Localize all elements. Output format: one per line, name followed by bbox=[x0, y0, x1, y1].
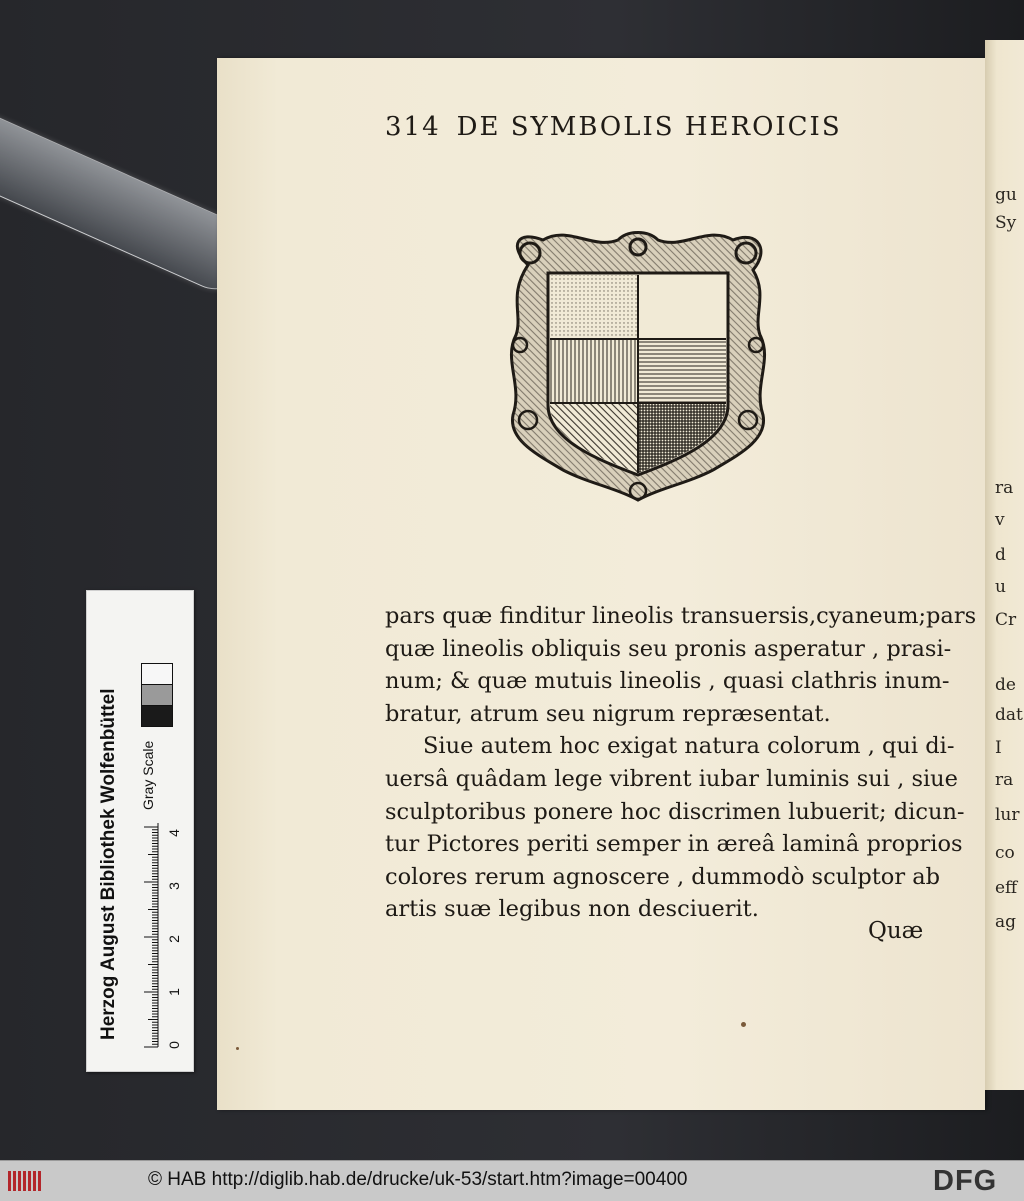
facing-page-fragment: I bbox=[995, 738, 1002, 758]
facing-page-fragment: d bbox=[995, 545, 1006, 565]
facing-page-fragment: eff bbox=[995, 878, 1018, 898]
paper-spot bbox=[741, 1022, 746, 1027]
facing-page-fragment: gu bbox=[995, 185, 1017, 205]
facing-page-fragment: Sy bbox=[995, 213, 1017, 233]
dfg-logo: DFG bbox=[933, 1165, 998, 1197]
facing-page-fragment: ra bbox=[995, 478, 1014, 498]
text-line: num; & quæ mutuis lineolis , quasi clathris inum- bbox=[385, 668, 950, 695]
ruler-tick-label: 4 bbox=[165, 829, 182, 837]
page-number: 314 bbox=[385, 112, 441, 142]
facing-page-fragment: Cr bbox=[995, 610, 1017, 630]
text-line: quæ lineolis obliquis seu pronis asperatur , prasi- bbox=[385, 635, 952, 662]
facing-page-fragment: co bbox=[995, 843, 1015, 863]
ruler-tick-label: 3 bbox=[165, 882, 182, 890]
body-text bbox=[385, 600, 977, 926]
text-line: colores rerum agnoscere , dummodò sculptor ab bbox=[385, 863, 941, 890]
facing-page-fragment: ra bbox=[995, 770, 1014, 790]
book-page bbox=[217, 58, 985, 1110]
facing-page-fragment: lur bbox=[995, 805, 1020, 825]
gray-swatch-white bbox=[141, 663, 173, 685]
text-line: Siue autem hoc exigat natura colorum , qui di- bbox=[423, 733, 955, 760]
facing-page-fragment: de bbox=[995, 675, 1016, 695]
text-line: uersâ quâdam lege vibrent iubar luminis sui , siue bbox=[385, 765, 958, 792]
ruler-tick-label: 1 bbox=[165, 988, 182, 996]
gray-swatch-light bbox=[141, 684, 173, 706]
text-line: tur Pictores periti semper in æreâ laminâ proprios bbox=[385, 831, 963, 858]
coat-of-arms-engraving bbox=[498, 225, 778, 510]
paper-spot bbox=[236, 1047, 239, 1050]
ruler-ticks bbox=[128, 820, 168, 1050]
page-title: DE SYMBOLIS HEROICIS bbox=[456, 112, 842, 142]
facing-page-fragment: u bbox=[995, 577, 1006, 597]
facing-page-fragment: v bbox=[995, 510, 1005, 530]
text-line: artis suæ legibus non desciuerit. bbox=[385, 896, 759, 923]
footer-bar bbox=[0, 1160, 1024, 1201]
facing-page-fragment: ag bbox=[995, 912, 1017, 932]
ruler-tick-label: 2 bbox=[165, 935, 182, 943]
text-line: pars quæ finditur lineolis transuersis,cyaneum;pars bbox=[385, 603, 977, 629]
ruler-tick-label: 0 bbox=[165, 1041, 182, 1049]
copyright-url: © HAB http://diglib.hab.de/drucke/uk-53/start.htm?image=00400 bbox=[148, 1169, 688, 1190]
text-line: bratur, atrum seu nigrum repræsentat. bbox=[385, 700, 831, 727]
gray-swatch-dark bbox=[141, 705, 173, 727]
text-line: sculptoribus ponere hoc discrimen lubuerit; dicun- bbox=[385, 798, 965, 825]
hab-logo-icon bbox=[6, 1168, 46, 1194]
catchword: Quæ bbox=[868, 918, 924, 944]
facing-page-fragment: dat bbox=[995, 705, 1023, 725]
running-head bbox=[385, 112, 865, 142]
facing-page-edge bbox=[985, 40, 1024, 1090]
